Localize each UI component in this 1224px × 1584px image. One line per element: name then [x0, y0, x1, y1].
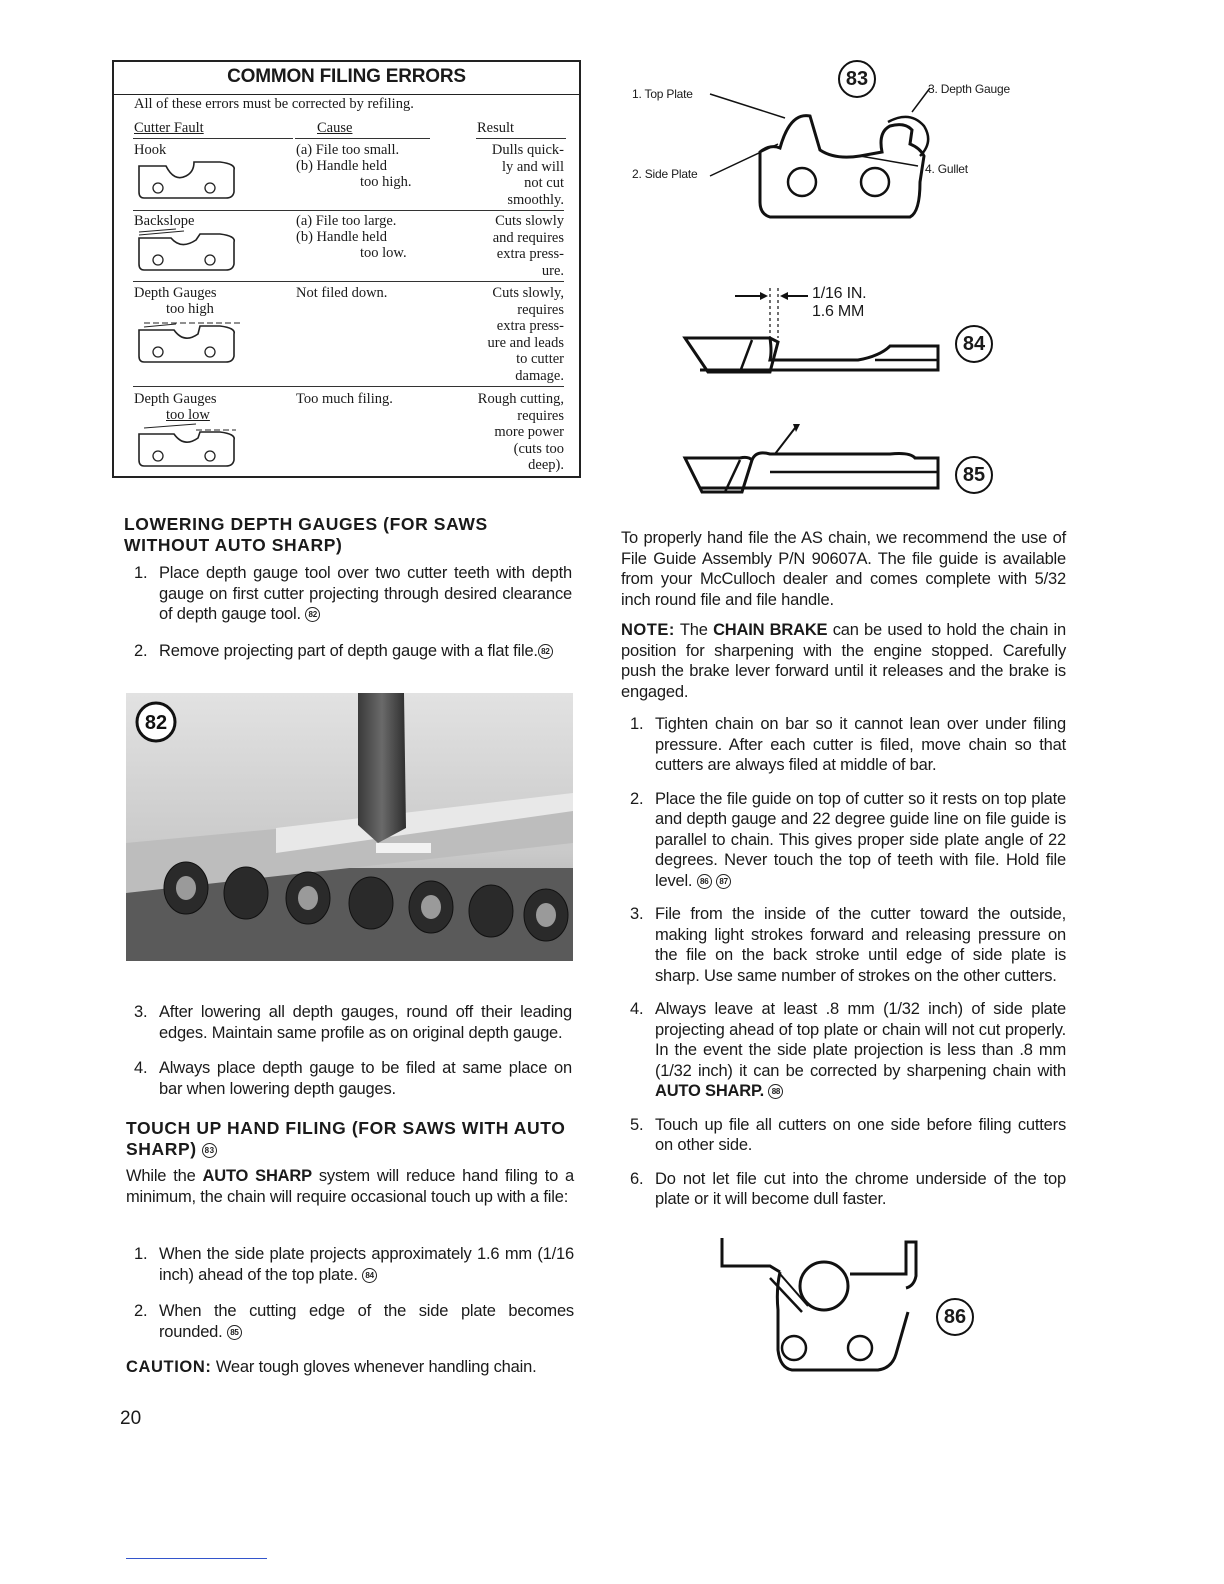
- figure-number: 85: [955, 456, 993, 494]
- row-depth-low-cause: Too much filing.: [296, 391, 393, 407]
- row-backslope-cause-b: (b) Handle held: [296, 229, 387, 245]
- label-top-plate: 1. Top Plate: [632, 87, 693, 101]
- figure-84-side-plate-projection: [680, 280, 1000, 380]
- row-hook-result: Dulls quick- ly and will not cut smoothly.: [491, 142, 564, 208]
- list-item: 1. When the side plate projects approximately 1.6 mm (1/16 inch) ahead of the top plate. 84: [134, 1245, 574, 1284]
- figure-83-cutter-parts: [620, 52, 1040, 252]
- header-result: Result: [477, 120, 515, 136]
- dimension-label: 1/16 IN. 1.6 MM: [812, 285, 867, 320]
- touch-up-steps: [134, 1244, 574, 1342]
- caution-note: CAUTION: Wear tough gloves whenever handling chain.: [126, 1358, 537, 1376]
- figure-ref: 83: [202, 1143, 217, 1158]
- row-depth-low-fault: Depth Gauges: [134, 391, 217, 407]
- row-depth-high-fault2: too high: [166, 301, 214, 317]
- list-item: 4. Always place depth gauge to be filed at same place on bar when lowering depth gauges.: [134, 1059, 572, 1098]
- file-guide-intro: To properly hand file the AS chain, we recommend the use of File Guide Assembly P/N 90607A. The file guide is available from your McCulloch dealer and comes complete with 5/32 inch round file and file handle.: [621, 529, 1066, 609]
- row-depth-low-result: Rough cutting, requires more power (cuts too deep).: [477, 391, 564, 473]
- figure-number: 86: [936, 1298, 974, 1336]
- figure-number: 83: [838, 60, 876, 98]
- row-backslope-cause-a: (a) File too large.: [296, 213, 397, 229]
- list-item: 6. Do not let file cut into the chrome underside of the top plate or it will become dull faster.: [630, 1169, 1066, 1208]
- lowering-steps: [134, 563, 572, 661]
- lowering-steps-continued: [134, 1002, 572, 1099]
- row-hook-cause-a: (a) File too small.: [296, 142, 400, 158]
- list-item: 2. When the cutting edge of the side plate becomes rounded. 85: [134, 1302, 574, 1341]
- row-hook-fault: Hook: [134, 142, 167, 158]
- list-item: 3. File from the inside of the cutter toward the outside, making light strokes forward and releasing pressure on the file on the back stroke until edge of side plate is sharp. Use same number of strokes on the other cutters.: [630, 905, 1066, 985]
- header-cause: Cause: [317, 120, 353, 136]
- depth-high-cutter-icon: [136, 318, 246, 364]
- list-item: 3. After lowering all depth gauges, round off their leading edges. Maintain same profile as on original depth gauge.: [134, 1003, 572, 1042]
- row-backslope-cause-c: too low.: [360, 245, 407, 261]
- label-side-plate: 2. Side Plate: [632, 167, 698, 181]
- row-depth-low-fault2: too low: [166, 407, 210, 423]
- row-depth-high-result: Cuts slowly, requires extra press- ure and leads to cutter damage.: [487, 285, 564, 384]
- figure-ref: 88: [768, 1084, 783, 1099]
- figure-ref: 85: [227, 1325, 242, 1340]
- figure-ref: 84: [362, 1268, 377, 1283]
- figure-ref: 87: [716, 874, 731, 889]
- chain-brake-note: NOTE: The CHAIN BRAKE can be used to hold the chain in position for sharpening with the engine stopped. Carefully push the brake lever forward until it releases and the brake is engaged.: [621, 621, 1066, 701]
- list-item: 4. Always leave at least .8 mm (1/32 inch) of side plate projecting ahead of top plate or chain will not cut properly. In the event the side plate projection is less than .8 mm (1/32 inch) it can be corrected by sharpening chain with AUTO SHARP. 88: [630, 1000, 1066, 1100]
- label-depth-gauge: 3. Depth Gauge: [928, 82, 1010, 96]
- filing-steps: [630, 714, 1066, 1210]
- table-title: COMMON FILING ERRORS: [227, 66, 466, 87]
- touch-up-intro: While the AUTO SHARP system will reduce hand filing to a minimum, the chain will require occasional touch up with a file:: [126, 1167, 575, 1206]
- row-depth-high-fault: Depth Gauges: [134, 285, 217, 301]
- backslope-cutter-icon: [136, 228, 236, 272]
- list-item: 1. Tighten chain on bar so it cannot lean over under filing pressure. After each cutter is filed, move chain so that cutters are always filed at middle of bar.: [630, 715, 1066, 774]
- figure-ref: 82: [538, 644, 553, 659]
- header-cutter-fault: Cutter Fault: [134, 120, 204, 136]
- row-hook-cause-b: (b) Handle held: [296, 158, 387, 174]
- table-subtitle: All of these errors must be corrected by refiling.: [134, 96, 414, 112]
- common-filing-errors-table: [112, 60, 581, 478]
- heading-touch-up-hand-filing: TOUCH UP HAND FILING (FOR SAWS WITH AUTO SHARP) 83: [126, 1118, 566, 1159]
- figure-85-rounded-edge: [680, 420, 1000, 500]
- row-hook-cause-c: too high.: [360, 174, 412, 190]
- figure-ref: 82: [305, 607, 320, 622]
- list-item: 5. Touch up file all cutters on one side before filing cutters on other side.: [630, 1115, 1066, 1154]
- figure-number: 84: [955, 325, 993, 363]
- photo-depth-gauge-tool: [126, 693, 573, 961]
- photo-figure-number: 82: [144, 712, 168, 734]
- row-depth-high-cause: Not filed down.: [296, 285, 388, 301]
- figure-86-file-position: [710, 1230, 1000, 1390]
- figure-ref: 86: [697, 874, 712, 889]
- depth-low-cutter-icon: [136, 422, 246, 468]
- row-backslope-fault: Backslope: [134, 213, 195, 229]
- label-gullet: 4. Gullet: [925, 162, 968, 176]
- hook-cutter-icon: [136, 158, 236, 200]
- page-number: 20: [120, 1408, 142, 1429]
- list-item: 1. Place depth gauge tool over two cutter teeth with depth gauge on first cutter projecting through desired clearance of depth gauge tool. 82: [134, 564, 572, 623]
- heading-lowering-depth-gauges: LOWERING DEPTH GAUGES (FOR SAWS WITHOUT AUTO SHARP): [124, 514, 488, 555]
- footer-rule: [126, 1558, 267, 1559]
- list-item: 2. Remove projecting part of depth gauge with a flat file. 82: [134, 641, 572, 662]
- row-backslope-result: Cuts slowly and requires extra press- ure.: [492, 213, 564, 279]
- list-item: 2. Place the file guide on top of cutter so it rests on top plate and depth gauge and 22 degree guide line on file guide is parallel to chain. This gives proper side plate angle of 22 degrees. Never touch the top of teeth with file. Hold file level. 86 87: [630, 789, 1066, 890]
